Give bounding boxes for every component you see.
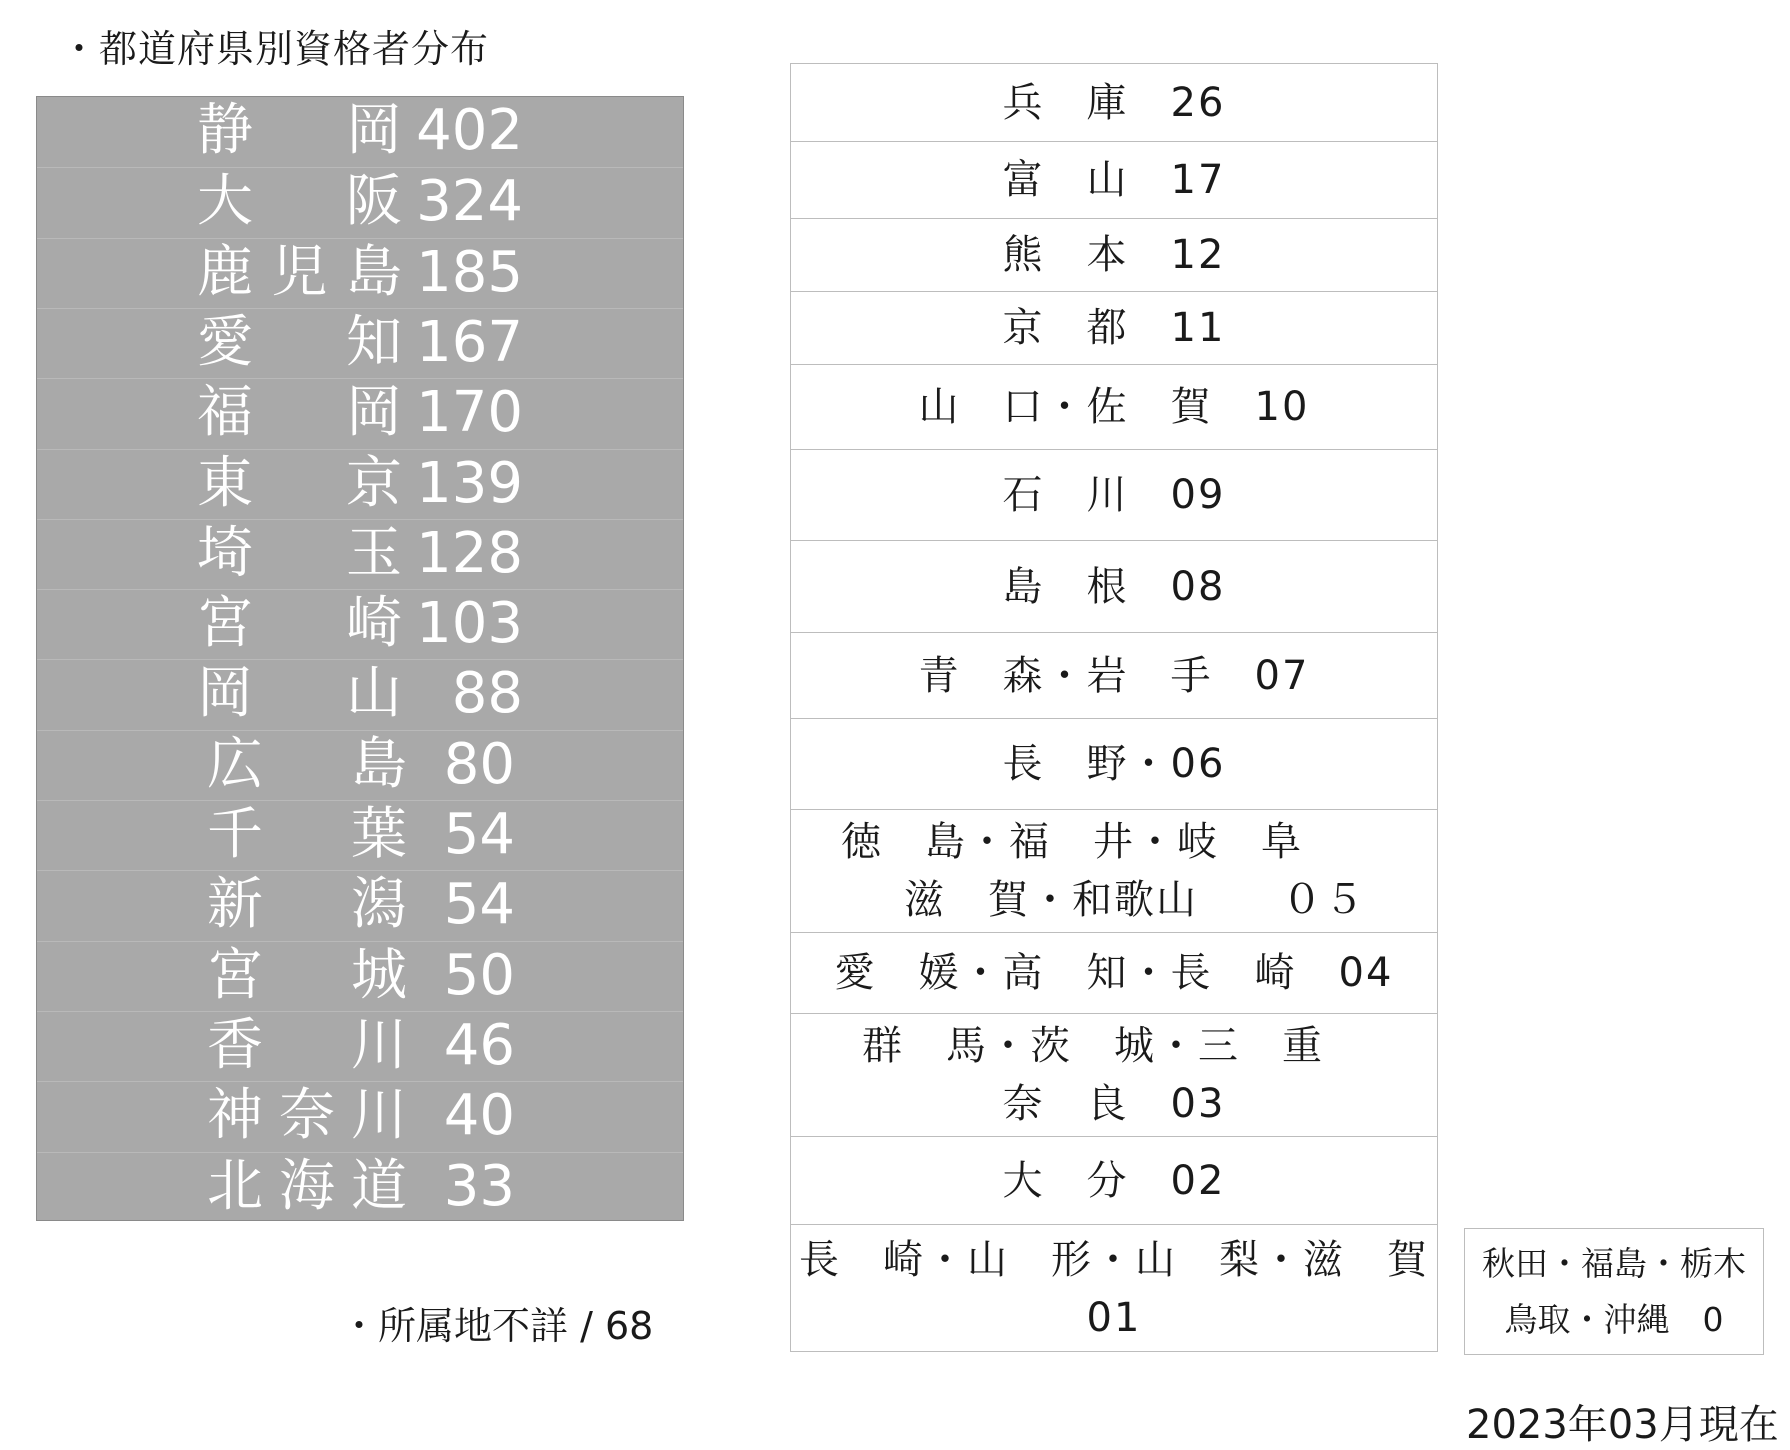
prefecture-name: 新 潟 (207, 872, 407, 938)
table-row (791, 1136, 1437, 1224)
prefecture-count: 139 (416, 450, 523, 516)
table-row (37, 308, 683, 378)
table-row (37, 1081, 683, 1151)
row-text: 京 都 11 (1002, 305, 1226, 351)
table-row (37, 1152, 683, 1222)
row-text: 群 馬・茨 城・三 重 (862, 1023, 1366, 1069)
table-row (37, 589, 683, 659)
as-of-date: 2023年03月現在 (1466, 1402, 1779, 1448)
table-row (37, 870, 683, 940)
table-row (37, 1011, 683, 1081)
prefecture-name: 静 岡 (197, 98, 402, 163)
prefecture-count: 324 (416, 169, 523, 235)
table-row (37, 97, 683, 167)
table-row (37, 238, 683, 308)
prefecture-name: 広 島 (207, 731, 407, 797)
prefecture-name: 神奈川 (207, 1083, 407, 1149)
prefecture-name: 東 京 (197, 450, 402, 516)
row-text: 奈 良 03 (1002, 1081, 1226, 1127)
row-text: 熊 本 12 (1002, 232, 1226, 278)
table-row (791, 364, 1437, 449)
row-text: 長 野・06 (1002, 741, 1226, 787)
table-row (791, 291, 1437, 364)
prefecture-count: 185 (416, 239, 523, 305)
prefecture-name: 愛 知 (197, 309, 402, 375)
page-title: ・都道府県別資格者分布 (60, 27, 490, 71)
row-text: 富 山 17 (1002, 157, 1226, 203)
table-row (37, 941, 683, 1011)
prefecture-name: 北海道 (207, 1153, 407, 1219)
table-row (791, 809, 1437, 932)
row-text: 石 川 09 (1002, 472, 1226, 518)
table-row (37, 730, 683, 800)
prefecture-count: 54 (443, 802, 515, 867)
row-text: 長 崎・山 形・山 梨・滋 賀 (799, 1237, 1429, 1283)
table-row (37, 167, 683, 237)
top-prefecture-table (36, 96, 684, 1221)
prefecture-count: 46 (443, 1012, 515, 1078)
prefecture-name: 福 岡 (197, 380, 402, 446)
prefecture-count: 40 (443, 1083, 515, 1149)
table-row (791, 218, 1437, 291)
prefecture-count: 88 (451, 661, 523, 727)
row-text: 愛 媛・高 知・長 崎 04 (834, 950, 1394, 996)
prefecture-count: 33 (443, 1153, 515, 1219)
table-row (791, 1013, 1437, 1136)
row-text: 島 根 08 (1002, 563, 1226, 610)
table-row (37, 378, 683, 448)
prefecture-name: 大 阪 (197, 169, 402, 235)
prefecture-count: 80 (443, 731, 515, 797)
other-prefecture-table (790, 63, 1438, 1352)
table-row (791, 932, 1437, 1013)
table-row (791, 64, 1437, 141)
row-text: 青 森・岩 手 07 (918, 652, 1310, 699)
prefecture-count: 54 (443, 872, 515, 938)
prefecture-name: 宮 城 (207, 942, 407, 1008)
side-box-text: 鳥取・沖縄 0 (1504, 1299, 1724, 1339)
prefecture-count: 167 (416, 309, 523, 375)
prefecture-count: 128 (416, 520, 523, 586)
row-text: 01 (1086, 1295, 1142, 1341)
row-text: 大 分 02 (1002, 1157, 1226, 1204)
table-row (37, 449, 683, 519)
unknown-affiliation-label: ・所属地不詳 / 68 (340, 1304, 654, 1348)
table-row (791, 141, 1437, 218)
side-box-text: 秋田・福島・栃木 (1482, 1243, 1746, 1283)
row-text: 山 口・佐 賀 10 (918, 384, 1310, 430)
prefecture-count: 402 (416, 98, 523, 163)
prefecture-name: 岡 山 (197, 661, 402, 727)
prefecture-name: 香 川 (207, 1012, 407, 1078)
table-row (791, 540, 1437, 632)
row-text: 徳 島・福 井・岐 阜 (841, 819, 1387, 865)
prefecture-count: 170 (416, 380, 523, 446)
prefecture-name: 千 葉 (207, 802, 407, 867)
table-row (791, 718, 1437, 809)
table-row (791, 449, 1437, 540)
prefecture-name: 埼 玉 (197, 520, 402, 586)
table-row (37, 659, 683, 729)
zero-prefecture-box (1464, 1228, 1764, 1355)
prefecture-count: 103 (416, 591, 523, 657)
row-text: 兵 庫 26 (1002, 79, 1226, 126)
table-row (791, 632, 1437, 718)
table-row (37, 519, 683, 589)
prefecture-name: 鹿児島 (197, 239, 402, 305)
prefecture-count: 50 (443, 942, 515, 1008)
table-row (791, 1224, 1437, 1353)
table-row (37, 800, 683, 870)
prefecture-name: 宮 崎 (197, 591, 402, 657)
row-text: 滋 賀・和歌山 ０５ (862, 877, 1366, 923)
